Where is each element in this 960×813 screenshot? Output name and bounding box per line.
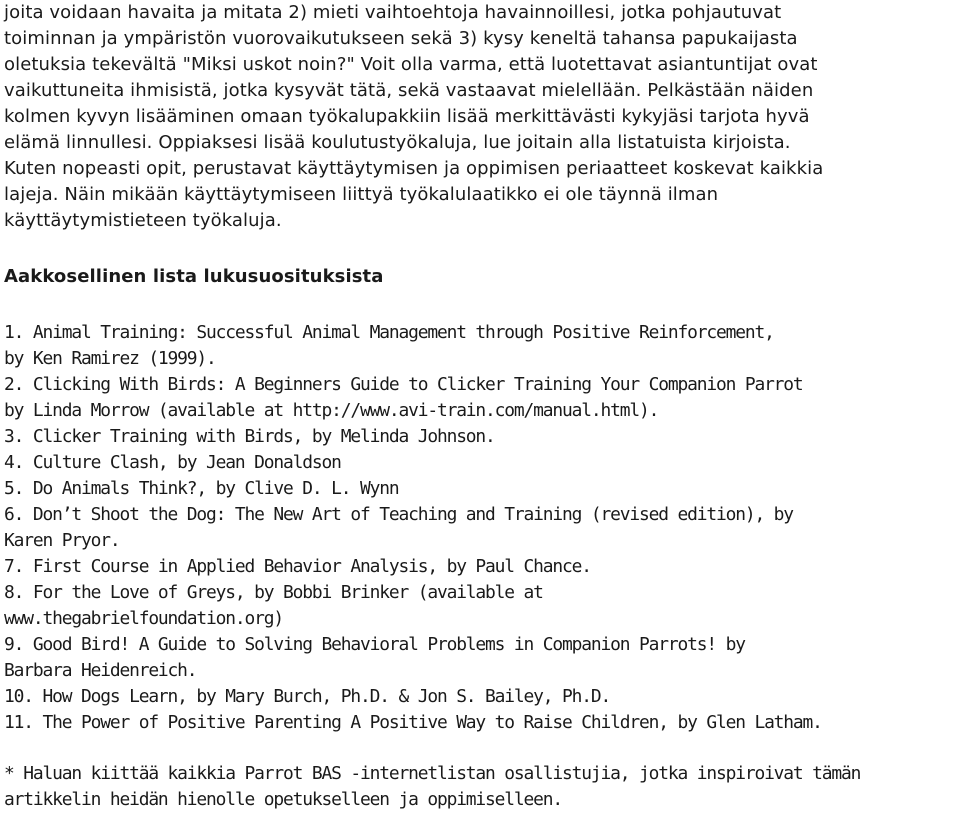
footnote-line: artikkelin heidän hienolle opetukselleen ja oppimiselleen. [4, 789, 563, 810]
reference-line: 4. Culture Clash, by Jean Donaldson [4, 452, 341, 473]
acknowledgement-footnote [4, 761, 956, 813]
reference-line: 1. Animal Training: Successful Animal Management through Positive Reinforcement, [4, 322, 774, 343]
reference-line: Karen Pryor. [4, 530, 120, 551]
reference-line: 5. Do Animals Think?, by Clive D. L. Wynn [4, 478, 399, 499]
reference-line: 6. Don’t Shoot the Dog: The New Art of Teaching and Training (revised edition), by [4, 504, 793, 525]
intro-line: lajeja. Näin mikään käyttäytymiseen liittyä työkalulaatikko ei ole täynnä ilman [4, 184, 719, 205]
intro-line: elämä linnullesi. Oppiaksesi lisää koulutustyökaluja, lue joitain alla listatuista kirjoista. [4, 132, 791, 153]
reference-line: 11. The Power of Positive Parenting A Positive Way to Raise Children, by Glen Latham. [4, 712, 822, 733]
intro-line: joita voidaan havaita ja mitata 2) mieti vaihtoehtoja havainnoillesi, jotka pohjautuvat [4, 2, 782, 23]
reference-line: 7. First Course in Applied Behavior Analysis, by Paul Chance. [4, 556, 591, 577]
reading-list-heading: Aakkosellinen lista lukusuosituksista [4, 266, 384, 287]
reference-line: by Ken Ramirez (1999). [4, 348, 216, 369]
document-page [4, 0, 956, 813]
reference-line: 8. For the Love of Greys, by Bobbi Brinker (available at [4, 582, 543, 603]
reference-line: 9. Good Bird! A Guide to Solving Behavioral Problems in Companion Parrots! by [4, 634, 745, 655]
intro-line: kolmen kyvyn lisääminen omaan työkalupakkiin lisää merkittävästi kykyjäsi tarjota hyvä [4, 106, 810, 127]
intro-line: vaikuttuneita ihmisistä, jotka kysyvät tätä, sekä vastaavat mielellään. Pelkästään näiden [4, 80, 814, 101]
reference-line: 10. How Dogs Learn, by Mary Burch, Ph.D. & Jon S. Bailey, Ph.D. [4, 686, 611, 707]
intro-paragraph [4, 0, 956, 234]
reference-line: Barbara Heidenreich. [4, 660, 197, 681]
reference-line: 2. Clicking With Birds: A Beginners Guide to Clicker Training Your Companion Parrot [4, 374, 803, 395]
reference-line: by Linda Morrow (available at http://www.avi-train.com/manual.html). [4, 400, 659, 421]
reference-line: www.thegabrielfoundation.org) [4, 608, 284, 629]
reading-list [4, 320, 956, 736]
intro-line: oletuksia tekevältä "Miksi uskot noin?" Voit olla varma, että luotettavat asiantuntijat ovat [4, 54, 818, 75]
footnote-line: * Haluan kiittää kaikkia Parrot BAS -internetlistan osallistujia, jotka inspiroivat tämän [4, 763, 861, 784]
reference-line: 3. Clicker Training with Birds, by Melinda Johnson. [4, 426, 495, 447]
intro-line: Kuten nopeasti opit, perustavat käyttäytymisen ja oppimisen periaatteet koskevat kaikkia [4, 158, 824, 179]
intro-line: käyttäytymistieteen työkaluja. [4, 210, 282, 231]
intro-line: toiminnan ja ympäristön vuorovaikutukseen sekä 3) kysy keneltä tahansa papukaijasta [4, 28, 798, 49]
